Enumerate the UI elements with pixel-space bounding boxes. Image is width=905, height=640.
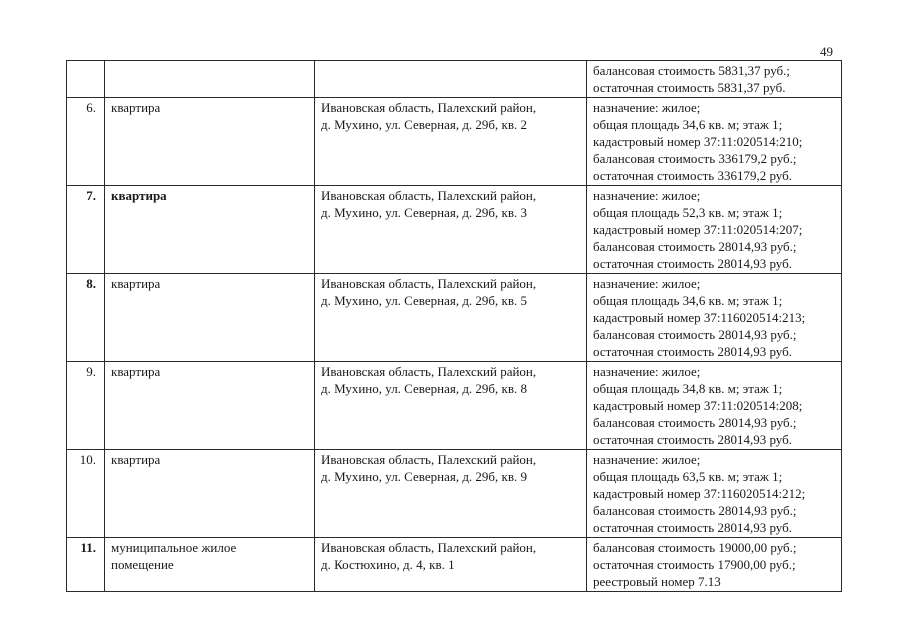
- detail-line: кадастровый номер 37:11:020514:210;: [593, 134, 803, 149]
- property-name: [105, 186, 315, 274]
- detail-line: остаточная стоимость 17900,00 руб.;: [593, 557, 796, 572]
- row-number: 11.: [67, 538, 105, 592]
- property-address: [315, 362, 587, 450]
- detail-line: назначение: жилое;: [593, 100, 701, 115]
- detail-line: остаточная стоимость 5831,37 руб.: [593, 80, 786, 95]
- address-line: д. Мухино, ул. Северная, д. 29б, кв. 9: [321, 469, 528, 484]
- address-line: д. Костюхино, д. 4, кв. 1: [321, 557, 455, 572]
- detail-line: общая площадь 34,8 кв. м; этаж 1;: [593, 381, 783, 396]
- address-line: д. Мухино, ул. Северная, д. 29б, кв. 2: [321, 117, 528, 132]
- address-line: д. Мухино, ул. Северная, д. 29б, кв. 8: [321, 381, 528, 396]
- property-details: [587, 362, 842, 450]
- detail-line: кадастровый номер 37:11:020514:207;: [593, 222, 803, 237]
- detail-line: общая площадь 34,6 кв. м; этаж 1;: [593, 117, 783, 132]
- name-line: квартира: [111, 188, 167, 203]
- detail-line: общая площадь 52,3 кв. м; этаж 1;: [593, 205, 783, 220]
- name-line: квартира: [111, 100, 161, 115]
- detail-line: балансовая стоимость 336179,2 руб.;: [593, 151, 797, 166]
- property-details: [587, 61, 842, 98]
- property-name: [105, 98, 315, 186]
- property-details: [587, 186, 842, 274]
- detail-line: назначение: жилое;: [593, 452, 701, 467]
- property-details: [587, 450, 842, 538]
- detail-line: балансовая стоимость 28014,93 руб.;: [593, 327, 797, 342]
- row-number: 6.: [67, 98, 105, 186]
- row-number: 7.: [67, 186, 105, 274]
- name-line: квартира: [111, 452, 161, 467]
- address-line: Ивановская область, Палехский район,: [321, 276, 537, 291]
- detail-line: остаточная стоимость 28014,93 руб.: [593, 520, 792, 535]
- row-number: [67, 61, 105, 98]
- row-number: 10.: [67, 450, 105, 538]
- detail-line: балансовая стоимость 28014,93 руб.;: [593, 239, 797, 254]
- table-row: [67, 61, 842, 98]
- detail-line: остаточная стоимость 28014,93 руб.: [593, 256, 792, 271]
- table-row: [67, 450, 842, 538]
- detail-line: остаточная стоимость 28014,93 руб.: [593, 344, 792, 359]
- name-line: квартира: [111, 364, 161, 379]
- property-address: [315, 274, 587, 362]
- address-line: д. Мухино, ул. Северная, д. 29б, кв. 3: [321, 205, 528, 220]
- property-address: [315, 98, 587, 186]
- page-number: 49: [820, 44, 833, 59]
- detail-line: кадастровый номер 37:116020514:213;: [593, 310, 806, 325]
- detail-line: балансовая стоимость 28014,93 руб.;: [593, 415, 797, 430]
- name-line: муниципальное жилое: [111, 540, 237, 555]
- property-address: [315, 186, 587, 274]
- property-table: [66, 60, 842, 592]
- detail-line: остаточная стоимость 28014,93 руб.: [593, 432, 792, 447]
- table-row: [67, 274, 842, 362]
- property-details: [587, 274, 842, 362]
- name-line: квартира: [111, 276, 161, 291]
- name-line: помещение: [111, 557, 174, 572]
- property-details: [587, 538, 842, 592]
- detail-line: балансовая стоимость 19000,00 руб.;: [593, 540, 797, 555]
- detail-line: общая площадь 63,5 кв. м; этаж 1;: [593, 469, 783, 484]
- detail-line: балансовая стоимость 5831,37 руб.;: [593, 63, 790, 78]
- property-name: [105, 274, 315, 362]
- detail-line: остаточная стоимость 336179,2 руб.: [593, 168, 792, 183]
- property-name: [105, 538, 315, 592]
- property-name: [105, 362, 315, 450]
- table-row: [67, 186, 842, 274]
- address-line: Ивановская область, Палехский район,: [321, 100, 537, 115]
- detail-line: реестровый номер 7.13: [593, 574, 721, 589]
- table-row: [67, 98, 842, 186]
- detail-line: кадастровый номер 37:11:020514:208;: [593, 398, 803, 413]
- detail-line: назначение: жилое;: [593, 188, 701, 203]
- address-line: Ивановская область, Палехский район,: [321, 540, 537, 555]
- detail-line: общая площадь 34,6 кв. м; этаж 1;: [593, 293, 783, 308]
- table-row: [67, 538, 842, 592]
- detail-line: назначение: жилое;: [593, 364, 701, 379]
- row-number: 9.: [67, 362, 105, 450]
- detail-line: назначение: жилое;: [593, 276, 701, 291]
- property-address: [315, 61, 587, 98]
- property-address: [315, 538, 587, 592]
- table-row: [67, 362, 842, 450]
- detail-line: кадастровый номер 37:116020514:212;: [593, 486, 806, 501]
- property-details: [587, 98, 842, 186]
- address-line: д. Мухино, ул. Северная, д. 29б, кв. 5: [321, 293, 528, 308]
- property-address: [315, 450, 587, 538]
- address-line: Ивановская область, Палехский район,: [321, 188, 537, 203]
- row-number: 8.: [67, 274, 105, 362]
- property-name: [105, 61, 315, 98]
- property-name: [105, 450, 315, 538]
- detail-line: балансовая стоимость 28014,93 руб.;: [593, 503, 797, 518]
- address-line: Ивановская область, Палехский район,: [321, 452, 537, 467]
- address-line: Ивановская область, Палехский район,: [321, 364, 537, 379]
